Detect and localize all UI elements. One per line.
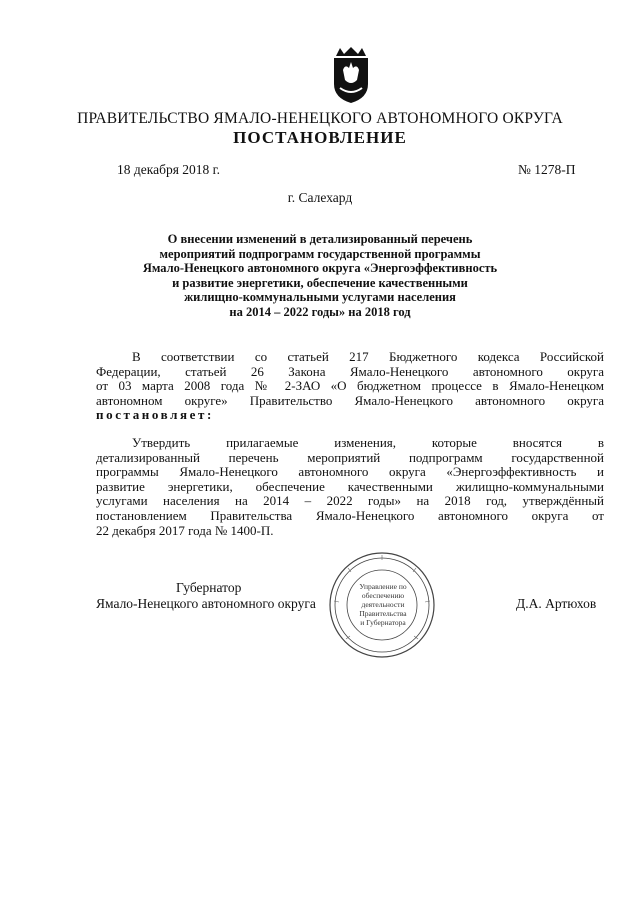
resolves-word: постановляет: xyxy=(96,407,214,423)
stamp-line: Правительства xyxy=(359,609,407,618)
document-date: 18 декабря 2018 г. xyxy=(117,162,221,177)
stamp-line: и Губернатора xyxy=(360,618,406,627)
stamp-line: Управление по xyxy=(359,582,407,591)
paragraph-line: автономном округе» Правительство Ямало-Ненецкого автономного округа xyxy=(96,392,604,408)
title-line: мероприятий подпрограмм государственной программы xyxy=(159,246,481,261)
decision-paragraph xyxy=(96,436,604,538)
coat-of-arms-emblem xyxy=(330,46,372,104)
title-line: на 2014 – 2022 годы» на 2018 год xyxy=(229,304,411,319)
stamp-line: деятельности xyxy=(361,600,405,609)
title-line: О внесении изменений в детализированный перечень xyxy=(167,232,473,246)
signatory-name: Д.А. Артюхов xyxy=(516,596,597,611)
stamp-text xyxy=(343,582,423,627)
government-name: ПРАВИТЕЛЬСТВО ЯМАЛО-НЕНЕЦКОГО АВТОНОМНОГО ОКРУГА xyxy=(77,110,563,127)
title-line: и развитие энергетики, обеспечение качественными xyxy=(172,275,468,290)
paragraph-line: В соответствии со статьей 217 Бюджетного кодекса Российской xyxy=(132,349,604,364)
paragraph-line: программы Ямало-Ненецкого автономного округа «Энергоэффективность и xyxy=(96,464,604,480)
paragraph-line: от 03 марта 2008 года № 2-ЗАО «О бюджетном процессе в Ямало-Ненецком xyxy=(96,378,604,394)
paragraph-line: услугами населения на 2014 – 2022 годы» на 2018 год, утверждённый xyxy=(96,493,604,509)
paragraph-line: постановлением Правительства Ямало-Ненецкого автономного округа от xyxy=(96,507,604,523)
document-title xyxy=(110,232,530,320)
document-city: г. Салехард xyxy=(287,190,353,205)
document-number: № 1278-П xyxy=(518,162,576,177)
preamble-paragraph xyxy=(96,350,604,423)
title-line: жилищно-коммунальными услугами населения xyxy=(184,290,456,305)
paragraph-line: Утвердить прилагаемые изменения, которые вносятся в xyxy=(132,435,604,450)
paragraph-line: развитие энергетики, обеспечение качественными жилищно-коммунальными xyxy=(96,478,604,494)
paragraph-line: Федерации, статьей 26 Закона Ямало-Ненецкого автономного округа xyxy=(96,363,604,379)
title-line: Ямало-Ненецкого автономного округа «Энергоэффективность xyxy=(142,261,498,276)
paragraph-line: 22 декабря 2017 года № 1400-П. xyxy=(96,522,274,538)
signatory-role: Губернатор xyxy=(176,580,242,595)
paragraph-line: детализированный перечень мероприятий подпрограмм государственной xyxy=(96,449,604,465)
document-type: ПОСТАНОВЛЕНИЕ xyxy=(233,128,407,147)
stamp-line: обеспечению xyxy=(361,591,405,600)
signatory-org: Ямало-Ненецкого автономного округа xyxy=(96,596,316,611)
